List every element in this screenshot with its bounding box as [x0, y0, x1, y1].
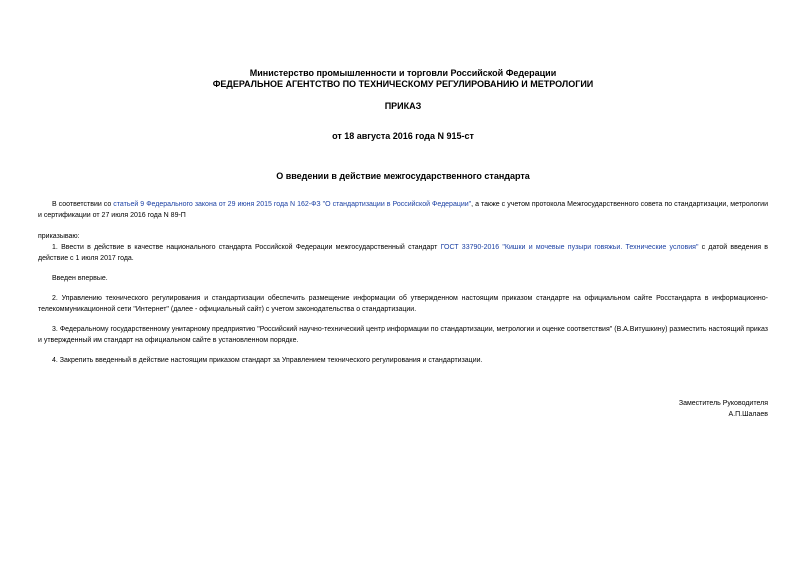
item-1-text-before: 1. Ввести в действие в качестве национального стандарта Российской Федерации межгосударственный стандарт	[52, 244, 441, 251]
item-3-paragraph: 3. Федеральному государственному унитарному предприятию "Российский научно-технический центр информации по стандартизации, метрологии и оценке соответствия" (В.А.Витушкину) разместить настоящий приказ и утвержденный им стандарт на официальном сайте в установленном порядке.	[38, 326, 768, 344]
item-4-paragraph: 4. Закрепить введенный в действие настоящим приказом стандарт за Управлением технического регулирования и стандартизации.	[52, 357, 483, 364]
introduced-first-note: Введен впервые.	[52, 275, 108, 282]
document-type: ПРИКАЗ	[384, 101, 422, 111]
item-1-paragraph	[38, 242, 768, 264]
federal-law-article-link[interactable]: статьей 9 Федерального закона от 29 июня 2015 года N 162-ФЗ	[113, 201, 321, 208]
gost-standard-link[interactable]: ГОСТ 33790-2016 "Кишки и мочевые пузыри говяжьи. Технические условия"	[440, 244, 699, 251]
agency-name: ФЕДЕРАЛЬНОЕ АГЕНТСТВО ПО ТЕХНИЧЕСКОМУ РЕГУЛИРОВАНИЮ И МЕТРОЛОГИИ	[212, 79, 594, 89]
document-page	[38, 0, 768, 571]
item-1-text-after: с датой введения в действие с 1 июля 2017 года.	[38, 244, 768, 262]
intro-text-before: В соответствии со	[52, 201, 114, 208]
federal-law-title-link[interactable]: "О стандартизации в Российской Федерации"	[322, 201, 472, 208]
order-word: приказываю:	[38, 233, 80, 240]
item-2-paragraph: 2. Управлению технического регулирования и стандартизации обеспечить размещение информации об утвержденном настоящим приказом стандарте на официальном сайте Росстандарта в информационно-телекоммуникационной сети "Интернет" (далее - официальный сайт) с учетом законодательства о стандартизации.	[38, 295, 768, 313]
document-title: О введении в действие межгосударственного стандарта	[276, 171, 530, 181]
signatory-position: Заместитель Руководителя	[678, 400, 768, 407]
intro-text-after: , а также с учетом протокола Межгосударственного совета по стандартизации, метрологии и сертификации от 27 июля 2016 года N 89-П	[38, 201, 768, 219]
intro-paragraph	[38, 199, 768, 221]
signatory-name: А.П.Шалаев	[728, 411, 768, 418]
document-date-number: от 18 августа 2016 года N 915-ст	[332, 131, 474, 141]
ministry-name: Министерство промышленности и торговли Российской Федерации	[249, 68, 557, 78]
